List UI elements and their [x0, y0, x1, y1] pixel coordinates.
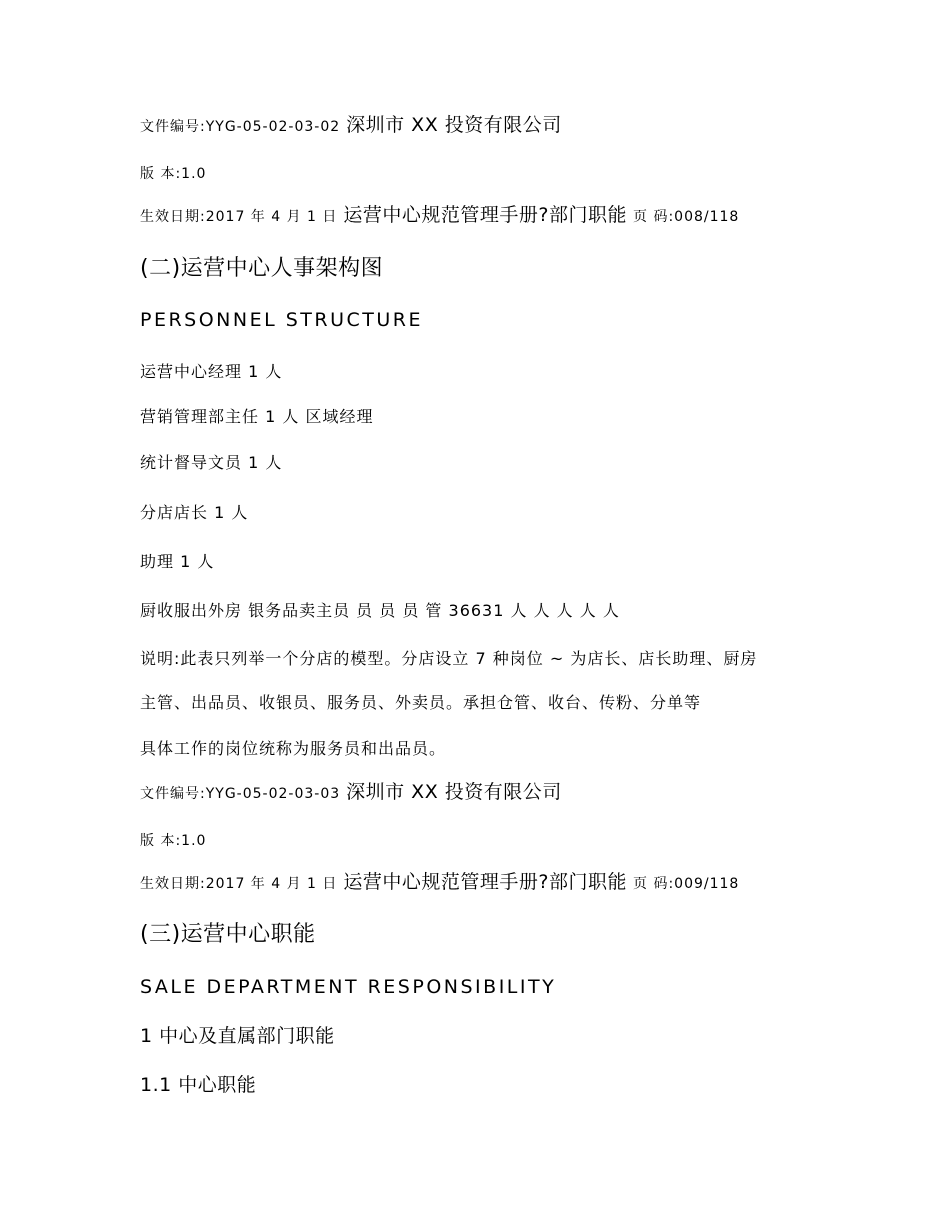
section-subtitle-functions: SALE DEPARTMENT RESPONSIBILITY: [140, 976, 557, 998]
doc-number-line-2: [140, 783, 562, 802]
effective-date: 生效日期:2017 年 4 月 1 日: [140, 209, 338, 225]
version-line-1: 版 本:1.0: [140, 166, 207, 182]
structure-line: 厨收服出外房 银务品卖主员 员 员 员 管 36631 人 人 人 人 人: [140, 601, 620, 620]
heading-center-functions: 1.1 中心职能: [140, 1074, 257, 1096]
section-title-personnel: (二)运营中心人事架构图: [140, 256, 384, 281]
page-number: 页 码:008/118: [633, 209, 740, 225]
structure-line: 助理 1 人: [140, 552, 215, 571]
page-number: 页 码:009/118: [633, 876, 740, 892]
date-line-2: [140, 873, 739, 892]
company-name: 深圳市 XX 投资有限公司: [346, 781, 562, 803]
manual-title: 运营中心规范管理手册?部门职能: [343, 204, 628, 226]
date-line-1: [140, 206, 739, 225]
manual-title: 运营中心规范管理手册?部门职能: [343, 871, 628, 893]
structure-line: 分店店长 1 人: [140, 503, 249, 522]
section-subtitle-personnel: PERSONNEL STRUCTURE: [140, 309, 423, 331]
doc-number: 文件编号:YYG-05-02-03-02: [140, 119, 341, 135]
section-title-functions: (三)运营中心职能: [140, 922, 316, 947]
structure-line: 运营中心经理 1 人: [140, 362, 283, 381]
note-line: 说明:此表只列举一个分店的模型。分店设立 7 种岗位 ~ 为店长、店长助理、厨房: [140, 649, 758, 668]
structure-line: 营销管理部主任 1 人 区域经理: [140, 407, 374, 426]
doc-number-line-1: [140, 116, 562, 135]
note-line: 具体工作的岗位统称为服务员和出品员。: [140, 739, 447, 758]
heading-center-departments: 1 中心及直属部门职能: [140, 1025, 335, 1047]
doc-number: 文件编号:YYG-05-02-03-03: [140, 786, 341, 802]
version-line-2: 版 本:1.0: [140, 833, 207, 849]
effective-date: 生效日期:2017 年 4 月 1 日: [140, 876, 338, 892]
structure-line: 统计督导文员 1 人: [140, 453, 283, 472]
company-name: 深圳市 XX 投资有限公司: [346, 114, 562, 136]
note-line: 主管、出品员、收银员、服务员、外卖员。承担仓管、收台、传粉、分单等: [140, 693, 702, 712]
